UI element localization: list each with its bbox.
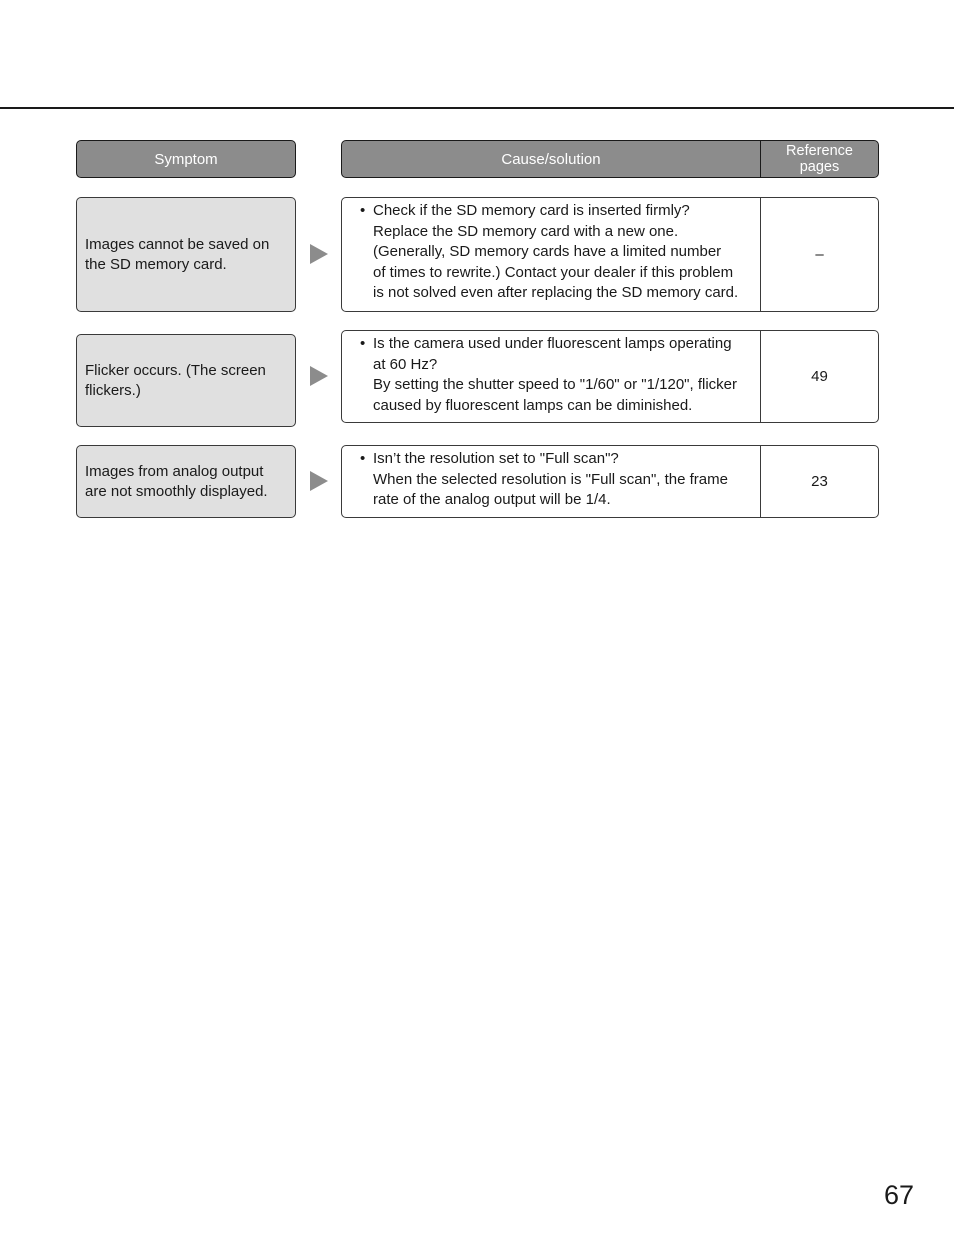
cause-box-3 — [341, 445, 879, 518]
cause-cell — [342, 198, 761, 311]
bullet-icon: • — [360, 335, 366, 352]
reference-cell: 23 — [811, 473, 828, 490]
arrow-right-icon — [310, 471, 328, 491]
symptom-text: Images cannot be saved on the SD memory card. — [85, 235, 270, 273]
symptom-header-label: Symptom — [154, 150, 218, 168]
cause-text: Check if the SD memory card is inserted firmly? Replace the SD memory card with a new one. (Generally, SD memory cards have a limited number of times to rewrite.) Contact your dealer if this problem is not solved even after replacing the SD memory card. — [373, 202, 739, 301]
arrow-right-icon — [310, 366, 328, 386]
reference-cell: – — [815, 246, 824, 263]
cause-header — [341, 140, 879, 178]
page-number: 67 — [883, 1180, 914, 1210]
arrow-right-icon — [310, 244, 328, 264]
symptom-box-1 — [76, 197, 296, 312]
bullet-icon: • — [360, 450, 366, 467]
symptom-box-3 — [76, 445, 296, 518]
cause-cell — [342, 446, 761, 517]
cause-header-label: Cause/solution — [342, 141, 761, 177]
cause-box-1 — [341, 197, 879, 312]
reference-cell: 49 — [811, 368, 828, 385]
symptom-text: Flicker occurs. (The screen flickers.) — [85, 361, 266, 399]
cause-text: Is the camera used under fluorescent lamps operating at 60 Hz? By setting the shutter speed to "1/60" or "1/120", flicker caused by fluorescent lamps can be diminished. — [373, 335, 737, 414]
top-rule — [0, 107, 954, 109]
reference-header-label: Reference pages — [786, 143, 853, 175]
bullet-icon: • — [360, 202, 366, 219]
cause-text: Isn’t the resolution set to "Full scan"? When the selected resolution is "Full scan", the frame rate of the analog output will be 1/4. — [373, 450, 728, 508]
cause-box-2 — [341, 330, 879, 423]
symptom-box-2 — [76, 334, 296, 427]
symptom-header — [76, 140, 296, 178]
symptom-text: Images from analog output are not smoothly displayed. — [85, 462, 268, 500]
cause-cell — [342, 331, 761, 422]
